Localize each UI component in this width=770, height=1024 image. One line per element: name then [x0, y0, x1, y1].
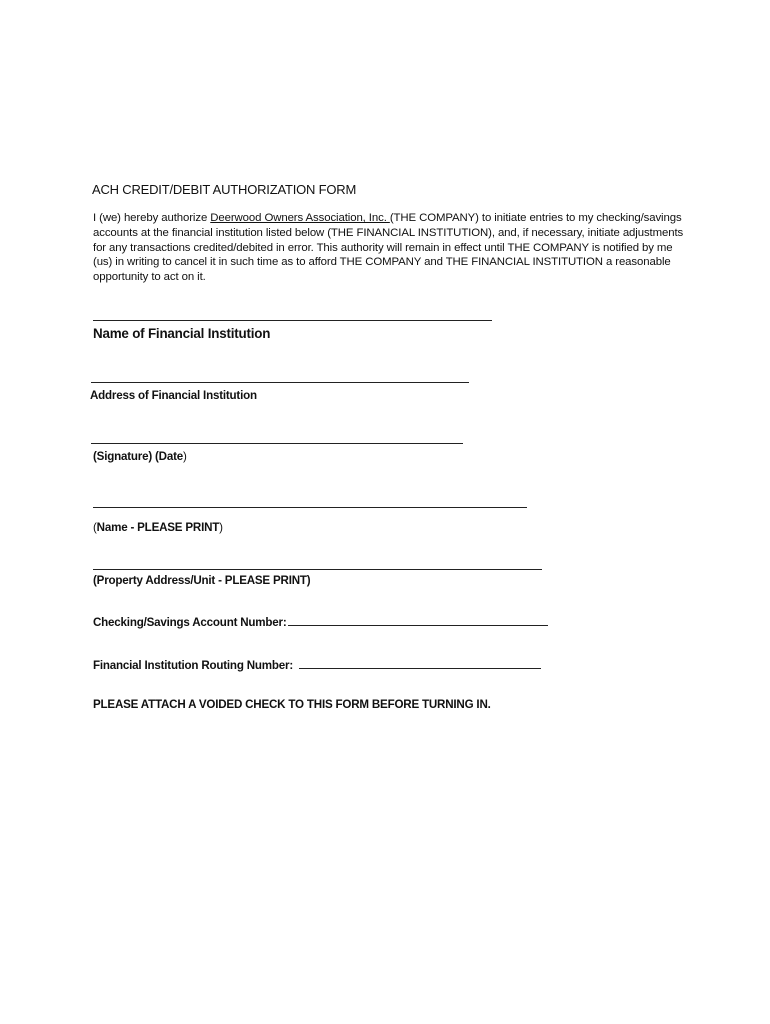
signature-label-close: ) — [183, 450, 187, 463]
form-title: ACH CREDIT/DEBIT AUTHORIZATION FORM — [92, 182, 357, 197]
intro-suffix: (THE COMPANY) to initiate entries to my checking/savings accounts at the financial institution listed below (THE FINANCIAL INSTITUTION), and, if necessary, initiate adjustments for any transactions credited/debited in error. This authority will remain in effect until THE COMPANY is notified by me (us) in writing to cancel it in such time as to afford THE COMPANY and THE FINANCIAL INSTITUTION a reasonable opportunity to act on it. — [93, 212, 684, 284]
address-label: Address of Financial Institution — [90, 389, 257, 402]
account-number-field — [93, 614, 548, 629]
name-label-text: Name - PLEASE PRINT — [96, 521, 220, 534]
signature-label — [93, 450, 187, 463]
property-address-line[interactable] — [93, 569, 542, 570]
routing-number-line[interactable] — [299, 657, 541, 669]
name-label — [93, 521, 223, 534]
property-address-label: (Property Address/Unit - PLEASE PRINT) — [93, 574, 311, 587]
authorization-paragraph — [93, 211, 693, 285]
address-line[interactable] — [91, 382, 469, 383]
routing-number-label: Financial Institution Routing Number: — [93, 659, 297, 672]
account-number-line[interactable] — [288, 614, 548, 626]
name-label-close: ) — [219, 521, 223, 534]
financial-institution-line[interactable] — [93, 320, 492, 321]
name-label-open: ( — [93, 521, 97, 534]
routing-number-field — [93, 657, 541, 672]
name-line[interactable] — [93, 507, 527, 508]
financial-institution-label: Name of Financial Institution — [93, 326, 271, 341]
signature-line[interactable] — [91, 443, 463, 444]
company-name: Deerwood Owners Association, Inc. — [210, 212, 390, 224]
intro-prefix: I (we) hereby authorize — [93, 212, 211, 224]
signature-label-text: (Signature) (Date — [93, 450, 184, 463]
voided-check-notice: PLEASE ATTACH A VOIDED CHECK TO THIS FORM BEFORE TURNING IN. — [93, 698, 491, 711]
account-number-label: Checking/Savings Account Number: — [93, 616, 287, 629]
